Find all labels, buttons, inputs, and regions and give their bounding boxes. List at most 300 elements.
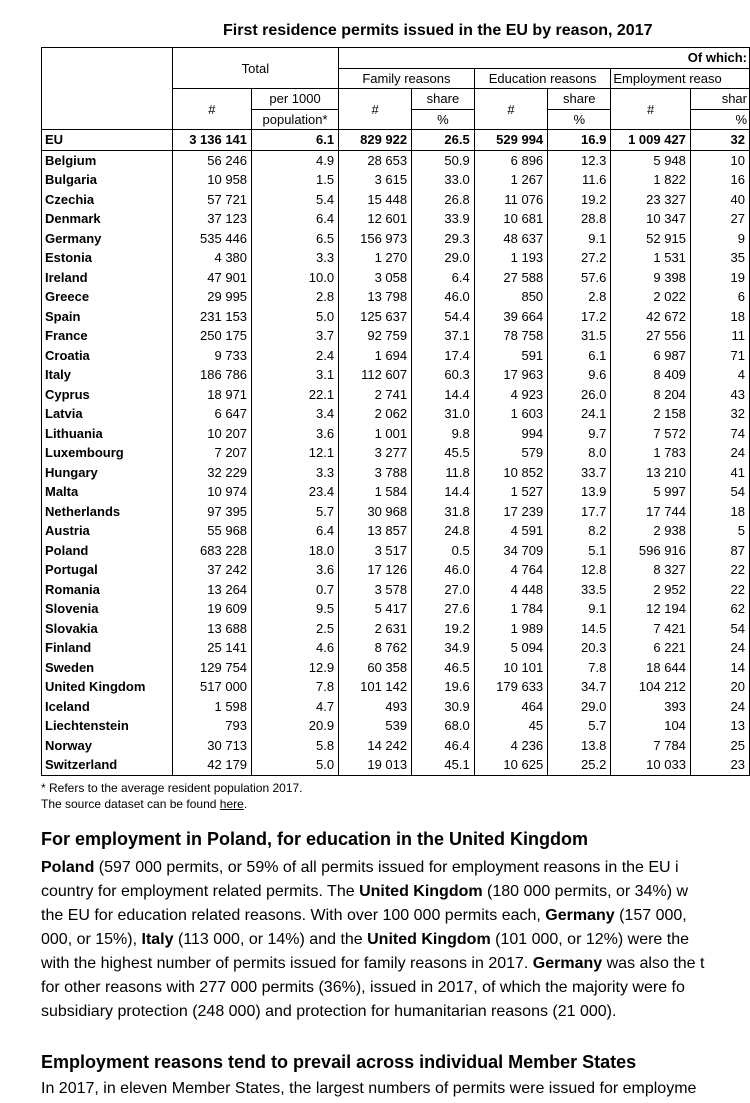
paragraph-line xyxy=(41,952,704,976)
employment-count-cell: 1 822 xyxy=(611,170,691,190)
per1000-cell: 3.6 xyxy=(252,560,339,580)
family-count-cell: 3 788 xyxy=(339,463,412,483)
education-share-cell: 13.8 xyxy=(548,736,611,756)
family-count-cell: 8 762 xyxy=(339,638,412,658)
employment-count-cell: 13 210 xyxy=(611,463,691,483)
education-count-cell: 4 591 xyxy=(474,521,547,541)
education-share-cell: 34.7 xyxy=(548,677,611,697)
country-cell: Liechtenstein xyxy=(42,716,173,736)
eu-total-row xyxy=(42,130,750,151)
education-count-cell: 1 784 xyxy=(474,599,547,619)
employment-count-cell: 8 327 xyxy=(611,560,691,580)
employment-share-cell: 41 xyxy=(690,463,749,483)
bold-term: United Kingdom xyxy=(359,883,483,900)
education-share-cell: 12.8 xyxy=(548,560,611,580)
employment-share-cell: 14 xyxy=(690,658,749,678)
source-link[interactable]: here xyxy=(219,797,244,811)
family-share-cell: 46.0 xyxy=(412,287,475,307)
employment-share-cell: 24 xyxy=(690,697,749,717)
family-share-cell: 29.0 xyxy=(412,248,475,268)
per1000-cell: 18.0 xyxy=(252,541,339,561)
education-count-cell: 179 633 xyxy=(474,677,547,697)
family-count-cell: 28 653 xyxy=(339,150,412,170)
family-count-cell: 5 417 xyxy=(339,599,412,619)
family-share-cell: 6.4 xyxy=(412,268,475,288)
total-cell: 6 647 xyxy=(172,404,251,424)
education-count-cell: 5 094 xyxy=(474,638,547,658)
country-cell: Italy xyxy=(42,365,173,385)
table-row xyxy=(42,307,750,327)
text-run: for other reasons with 277 000 permits (36%), issued in 2017, of which the majority were fo xyxy=(41,979,685,996)
education-share-cell: 26.0 xyxy=(548,385,611,405)
employment-count-cell: 23 327 xyxy=(611,190,691,210)
country-cell: Cyprus xyxy=(42,385,173,405)
employment-count-cell: 2 158 xyxy=(611,404,691,424)
table-row xyxy=(42,424,750,444)
per1000-cell: 5.0 xyxy=(252,307,339,327)
per1000-cell: 23.4 xyxy=(252,482,339,502)
employment-share-cell: 62 xyxy=(690,599,749,619)
total-cell: 250 175 xyxy=(172,326,251,346)
country-cell: Denmark xyxy=(42,209,173,229)
text-run: (113 000, or 14%) and the xyxy=(173,931,368,948)
bold-term: Germany xyxy=(545,907,615,924)
country-cell: Slovakia xyxy=(42,619,173,639)
total-cell: 55 968 xyxy=(172,521,251,541)
family-count-cell: 17 126 xyxy=(339,560,412,580)
employment-count-cell: 104 212 xyxy=(611,677,691,697)
employment-share-cell: 25 xyxy=(690,736,749,756)
total-cell: 3 136 141 xyxy=(172,130,251,151)
of-which-header: Of which: xyxy=(339,48,750,69)
family-count-cell: 1 270 xyxy=(339,248,412,268)
country-cell: Norway xyxy=(42,736,173,756)
bold-term: Poland xyxy=(41,859,95,876)
table-row xyxy=(42,190,750,210)
total-count-header: # xyxy=(172,89,251,130)
table-row xyxy=(42,697,750,717)
education-share-cell: 28.8 xyxy=(548,209,611,229)
education-share-cell: 29.0 xyxy=(548,697,611,717)
family-count-cell: 125 637 xyxy=(339,307,412,327)
per1000-cell: 6.5 xyxy=(252,229,339,249)
family-count-cell: 493 xyxy=(339,697,412,717)
source-suffix: . xyxy=(243,797,248,811)
table-row xyxy=(42,229,750,249)
section1-heading: For employment in Poland, for education in the United Kingdom xyxy=(41,829,589,849)
per1000-cell: 3.4 xyxy=(252,404,339,424)
table-row xyxy=(42,443,750,463)
family-share-cell: 24.8 xyxy=(412,521,475,541)
per1000-cell: 1.5 xyxy=(252,170,339,190)
text-run: In 2017, in eleven Member States, the largest numbers of permits were issued for employme xyxy=(41,1080,697,1097)
employment-share-cell: 5 xyxy=(690,521,749,541)
per1000-cell: 3.3 xyxy=(252,463,339,483)
education-count-cell: 464 xyxy=(474,697,547,717)
total-cell: 10 207 xyxy=(172,424,251,444)
table-row xyxy=(42,463,750,483)
education-share-cell: 9.1 xyxy=(548,599,611,619)
family-share-cell: 45.5 xyxy=(412,443,475,463)
text-run: subsidiary protection (248 000) and protection for humanitarian reasons (21 000). xyxy=(41,1003,617,1020)
table-row xyxy=(42,755,750,775)
table-row xyxy=(42,385,750,405)
total-header: Total xyxy=(172,48,338,89)
education-share-cell: 25.2 xyxy=(548,755,611,775)
total-cell: 793 xyxy=(172,716,251,736)
family-share-cell: 45.1 xyxy=(412,755,475,775)
family-count-cell: 92 759 xyxy=(339,326,412,346)
country-cell: Poland xyxy=(42,541,173,561)
education-share-cell: 13.9 xyxy=(548,482,611,502)
family-reasons-header: Family reasons xyxy=(339,68,475,89)
total-cell: 231 153 xyxy=(172,307,251,327)
paragraph-line xyxy=(41,1077,696,1101)
family-share-cell: 17.4 xyxy=(412,346,475,366)
table-row xyxy=(42,677,750,697)
education-count-cell: 39 664 xyxy=(474,307,547,327)
employment-share-cell: 20 xyxy=(690,677,749,697)
education-count-cell: 17 963 xyxy=(474,365,547,385)
table-row xyxy=(42,326,750,346)
employment-share-cell: 27 xyxy=(690,209,749,229)
employment-count-cell: 5 997 xyxy=(611,482,691,502)
total-cell: 535 446 xyxy=(172,229,251,249)
paragraph-line xyxy=(41,928,704,952)
family-share-header-line1: share xyxy=(412,89,475,110)
education-share-cell: 9.6 xyxy=(548,365,611,385)
total-cell: 29 995 xyxy=(172,287,251,307)
family-count-cell: 3 615 xyxy=(339,170,412,190)
total-cell: 683 228 xyxy=(172,541,251,561)
family-count-cell: 829 922 xyxy=(339,130,412,151)
country-cell: Hungary xyxy=(42,463,173,483)
family-share-header-line2: % xyxy=(412,109,475,130)
country-cell: Slovenia xyxy=(42,599,173,619)
employment-reasons-header: Employment reaso xyxy=(611,68,750,89)
table-row xyxy=(42,287,750,307)
education-share-cell: 9.7 xyxy=(548,424,611,444)
education-count-cell: 4 236 xyxy=(474,736,547,756)
education-count-cell: 579 xyxy=(474,443,547,463)
per1000-cell: 3.7 xyxy=(252,326,339,346)
family-count-cell: 1 694 xyxy=(339,346,412,366)
education-share-cell: 2.8 xyxy=(548,287,611,307)
per1000-cell: 6.4 xyxy=(252,209,339,229)
employment-share-cell: 24 xyxy=(690,638,749,658)
education-count-cell: 11 076 xyxy=(474,190,547,210)
per1000-cell: 5.8 xyxy=(252,736,339,756)
education-count-cell: 1 527 xyxy=(474,482,547,502)
family-count-cell: 539 xyxy=(339,716,412,736)
text-run: the EU for education related reasons. With over 100 000 permits each, xyxy=(41,907,546,924)
education-count-cell: 4 764 xyxy=(474,560,547,580)
family-share-cell: 27.6 xyxy=(412,599,475,619)
family-count-cell: 3 058 xyxy=(339,268,412,288)
employment-count-cell: 52 915 xyxy=(611,229,691,249)
education-count-cell: 10 101 xyxy=(474,658,547,678)
employment-count-cell: 9 398 xyxy=(611,268,691,288)
country-cell: Belgium xyxy=(42,150,173,170)
education-count-cell: 1 989 xyxy=(474,619,547,639)
text-run: country for employment related permits. The xyxy=(41,883,360,900)
employment-share-cell: 32 xyxy=(690,404,749,424)
per1000-cell: 5.7 xyxy=(252,502,339,522)
total-cell: 18 971 xyxy=(172,385,251,405)
education-share-cell: 27.2 xyxy=(548,248,611,268)
family-count-cell: 1 584 xyxy=(339,482,412,502)
per1000-cell: 22.1 xyxy=(252,385,339,405)
family-count-cell: 19 013 xyxy=(339,755,412,775)
family-share-cell: 30.9 xyxy=(412,697,475,717)
total-cell: 186 786 xyxy=(172,365,251,385)
employment-share-cell: 22 xyxy=(690,580,749,600)
education-share-cell: 33.7 xyxy=(548,463,611,483)
family-count-cell: 60 358 xyxy=(339,658,412,678)
education-share-cell: 8.2 xyxy=(548,521,611,541)
education-share-cell: 33.5 xyxy=(548,580,611,600)
employment-count-cell: 10 033 xyxy=(611,755,691,775)
paragraph-line xyxy=(41,904,704,928)
education-reasons-header: Education reasons xyxy=(474,68,611,89)
text-run: 000, or 15%), xyxy=(41,931,142,948)
section2-paragraph xyxy=(41,1077,696,1101)
employment-share-cell: 35 xyxy=(690,248,749,268)
employment-count-cell: 17 744 xyxy=(611,502,691,522)
total-cell: 37 123 xyxy=(172,209,251,229)
education-count-cell: 850 xyxy=(474,287,547,307)
table-row xyxy=(42,365,750,385)
total-cell: 97 395 xyxy=(172,502,251,522)
employment-count-cell: 8 409 xyxy=(611,365,691,385)
paragraph-line xyxy=(41,1000,704,1024)
family-share-cell: 26.5 xyxy=(412,130,475,151)
family-share-cell: 14.4 xyxy=(412,482,475,502)
total-cell: 517 000 xyxy=(172,677,251,697)
per1000-cell: 12.9 xyxy=(252,658,339,678)
employment-count-cell: 8 204 xyxy=(611,385,691,405)
country-cell: EU xyxy=(42,130,173,151)
family-share-cell: 37.1 xyxy=(412,326,475,346)
family-count-cell: 2 741 xyxy=(339,385,412,405)
country-cell: Luxembourg xyxy=(42,443,173,463)
per1000-cell: 4.7 xyxy=(252,697,339,717)
employment-count-cell: 7 572 xyxy=(611,424,691,444)
per1000-cell: 4.9 xyxy=(252,150,339,170)
bold-term: Germany xyxy=(532,955,603,972)
employment-share-cell: 10 xyxy=(690,150,749,170)
family-share-cell: 54.4 xyxy=(412,307,475,327)
per1000-header-line1: per 1000 xyxy=(252,89,339,110)
employment-share-cell: 18 xyxy=(690,307,749,327)
country-cell: Ireland xyxy=(42,268,173,288)
per1000-cell: 3.3 xyxy=(252,248,339,268)
total-cell: 10 974 xyxy=(172,482,251,502)
permits-table xyxy=(41,47,750,776)
employment-count-cell: 6 987 xyxy=(611,346,691,366)
paragraph-line xyxy=(41,880,704,904)
family-count-cell: 101 142 xyxy=(339,677,412,697)
employment-share-cell: 19 xyxy=(690,268,749,288)
education-count-cell: 78 758 xyxy=(474,326,547,346)
employment-share-header-line1: shar xyxy=(690,89,749,110)
table-row xyxy=(42,736,750,756)
family-share-cell: 31.8 xyxy=(412,502,475,522)
total-cell: 56 246 xyxy=(172,150,251,170)
table-row xyxy=(42,248,750,268)
table-row xyxy=(42,658,750,678)
text-run: with the highest number of permits issued for family reasons in 2017. xyxy=(41,955,533,972)
employment-share-cell: 9 xyxy=(690,229,749,249)
total-cell: 19 609 xyxy=(172,599,251,619)
country-cell: Latvia xyxy=(42,404,173,424)
total-cell: 42 179 xyxy=(172,755,251,775)
table-row xyxy=(42,541,750,561)
family-share-cell: 60.3 xyxy=(412,365,475,385)
per1000-cell: 2.4 xyxy=(252,346,339,366)
per1000-cell: 0.7 xyxy=(252,580,339,600)
employment-count-cell: 27 556 xyxy=(611,326,691,346)
country-cell: France xyxy=(42,326,173,346)
total-cell: 9 733 xyxy=(172,346,251,366)
family-count-cell: 15 448 xyxy=(339,190,412,210)
employment-count-cell: 393 xyxy=(611,697,691,717)
total-cell: 37 242 xyxy=(172,560,251,580)
education-share-cell: 9.1 xyxy=(548,229,611,249)
country-cell: Switzerland xyxy=(42,755,173,775)
education-share-cell: 20.3 xyxy=(548,638,611,658)
employment-share-cell: 71 xyxy=(690,346,749,366)
section1-paragraph xyxy=(41,856,704,1024)
family-count-cell: 14 242 xyxy=(339,736,412,756)
employment-count-cell: 5 948 xyxy=(611,150,691,170)
family-count-cell: 3 517 xyxy=(339,541,412,561)
employment-share-cell: 23 xyxy=(690,755,749,775)
employment-count-cell: 2 938 xyxy=(611,521,691,541)
country-cell: Germany xyxy=(42,229,173,249)
source-note xyxy=(41,797,247,811)
table-row xyxy=(42,560,750,580)
education-share-cell: 17.7 xyxy=(548,502,611,522)
employment-count-cell: 12 194 xyxy=(611,599,691,619)
table-row xyxy=(42,619,750,639)
per1000-cell: 2.5 xyxy=(252,619,339,639)
family-share-cell: 19.2 xyxy=(412,619,475,639)
paragraph-line xyxy=(41,856,704,880)
education-count-cell: 10 625 xyxy=(474,755,547,775)
education-count-cell: 1 603 xyxy=(474,404,547,424)
per1000-header-line2: population* xyxy=(252,109,339,130)
table-row xyxy=(42,599,750,619)
family-share-cell: 26.8 xyxy=(412,190,475,210)
education-count-header: # xyxy=(474,89,547,130)
per1000-cell: 7.8 xyxy=(252,677,339,697)
employment-count-cell: 18 644 xyxy=(611,658,691,678)
country-cell: Spain xyxy=(42,307,173,327)
total-cell: 1 598 xyxy=(172,697,251,717)
education-share-cell: 14.5 xyxy=(548,619,611,639)
total-cell: 10 958 xyxy=(172,170,251,190)
family-share-cell: 27.0 xyxy=(412,580,475,600)
per1000-cell: 10.0 xyxy=(252,268,339,288)
family-count-cell: 12 601 xyxy=(339,209,412,229)
education-count-cell: 529 994 xyxy=(474,130,547,151)
employment-share-cell: 40 xyxy=(690,190,749,210)
education-count-cell: 27 588 xyxy=(474,268,547,288)
family-count-cell: 13 798 xyxy=(339,287,412,307)
family-share-cell: 34.9 xyxy=(412,638,475,658)
family-share-cell: 14.4 xyxy=(412,385,475,405)
family-count-cell: 30 968 xyxy=(339,502,412,522)
paragraph-line xyxy=(41,976,704,1000)
per1000-cell: 5.0 xyxy=(252,755,339,775)
employment-count-cell: 596 916 xyxy=(611,541,691,561)
text-run: was also the t xyxy=(602,955,705,972)
country-cell: Estonia xyxy=(42,248,173,268)
text-run: (597 000 permits, or 59% of all permits issued for employment reasons in the EU i xyxy=(94,859,679,876)
education-share-cell: 5.1 xyxy=(548,541,611,561)
section2-heading: Employment reasons tend to prevail across individual Member States xyxy=(41,1052,637,1072)
table-row xyxy=(42,638,750,658)
country-cell: Lithuania xyxy=(42,424,173,444)
employment-count-cell: 7 421 xyxy=(611,619,691,639)
employment-share-cell: 4 xyxy=(690,365,749,385)
per1000-cell: 3.1 xyxy=(252,365,339,385)
table-title: First residence permits issued in the EU by reason, 2017 xyxy=(223,22,653,39)
table-row xyxy=(42,268,750,288)
total-cell: 47 901 xyxy=(172,268,251,288)
table-row xyxy=(42,502,750,522)
per1000-cell: 12.1 xyxy=(252,443,339,463)
employment-count-cell: 1 009 427 xyxy=(611,130,691,151)
family-share-cell: 33.9 xyxy=(412,209,475,229)
employment-share-cell: 18 xyxy=(690,502,749,522)
table-row xyxy=(42,150,750,170)
employment-share-cell: 54 xyxy=(690,619,749,639)
bold-term: United Kingdom xyxy=(367,931,491,948)
employment-share-cell: 16 xyxy=(690,170,749,190)
education-share-cell: 57.6 xyxy=(548,268,611,288)
source-prefix: The source dataset can be found xyxy=(41,797,220,811)
total-cell: 4 380 xyxy=(172,248,251,268)
family-share-cell: 29.3 xyxy=(412,229,475,249)
country-cell: Czechia xyxy=(42,190,173,210)
text-run: (101 000, or 12%) were the xyxy=(490,931,690,948)
per1000-cell: 9.5 xyxy=(252,599,339,619)
total-cell: 13 688 xyxy=(172,619,251,639)
per1000-cell: 6.1 xyxy=(252,130,339,151)
per1000-cell: 6.4 xyxy=(252,521,339,541)
table-row xyxy=(42,716,750,736)
education-count-cell: 17 239 xyxy=(474,502,547,522)
employment-count-cell: 7 784 xyxy=(611,736,691,756)
total-cell: 32 229 xyxy=(172,463,251,483)
employment-share-cell: 87 xyxy=(690,541,749,561)
employment-share-cell: 74 xyxy=(690,424,749,444)
education-count-cell: 4 448 xyxy=(474,580,547,600)
family-share-cell: 46.4 xyxy=(412,736,475,756)
employment-count-cell: 6 221 xyxy=(611,638,691,658)
per1000-cell: 3.6 xyxy=(252,424,339,444)
education-count-cell: 994 xyxy=(474,424,547,444)
education-share-cell: 11.6 xyxy=(548,170,611,190)
family-share-cell: 11.8 xyxy=(412,463,475,483)
table-row xyxy=(42,580,750,600)
country-cell: Finland xyxy=(42,638,173,658)
employment-share-cell: 32 xyxy=(690,130,749,151)
family-share-cell: 50.9 xyxy=(412,150,475,170)
country-cell: Bulgaria xyxy=(42,170,173,190)
